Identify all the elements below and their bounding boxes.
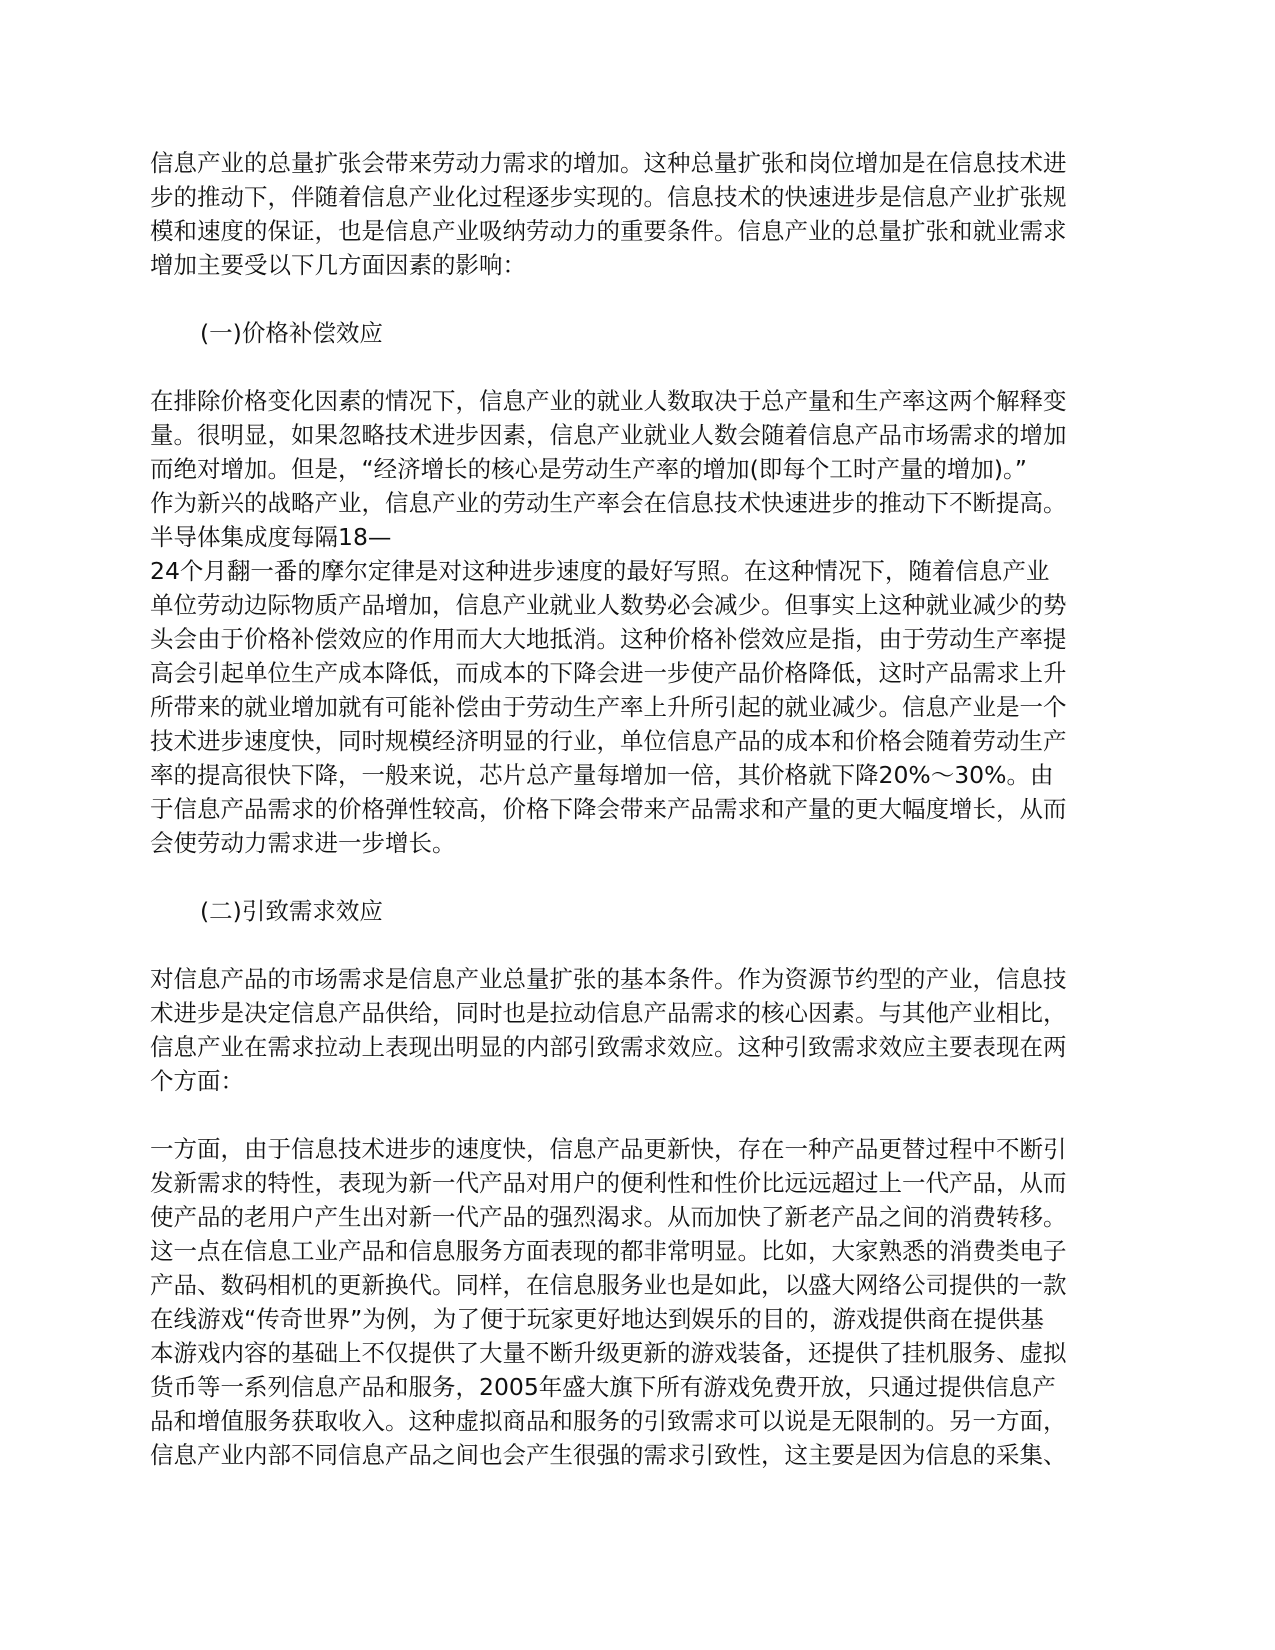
text-line: 24个月翻一番的摩尔定律是对这种进步速度的最好写照。在这种情况下，随着信息产业 [150, 557, 1050, 585]
text-line: 增加主要受以下几方面因素的影响： [150, 251, 526, 279]
text-line: 货币等一系列信息产品和服务，2005年盛大旗下所有游戏免费开放，只通过提供信息产 [150, 1373, 1056, 1401]
text-line: 使产品的老用户产生出对新一代产品的强烈渴求。从而加快了新老产品之间的消费转移。 [150, 1203, 1067, 1231]
text-line: 率的提高很快下降，一般来说，芯片总产量每增加一倍，其价格就下降20%～30%。由 [150, 761, 1054, 789]
paragraph-intro [150, 146, 1125, 282]
text-line: 半导体集成度每隔18— [150, 523, 392, 551]
text-line: 模和速度的保证，也是信息产业吸纳劳动力的重要条件。信息产业的总量扩张和就业需求 [150, 217, 1067, 245]
document-page [150, 146, 1125, 1472]
text-line: 对信息产品的市场需求是信息产业总量扩张的基本条件。作为资源节约型的产业，信息技 [150, 965, 1067, 993]
text-line: 本游戏内容的基础上不仅提供了大量不断升级更新的游戏装备，还提供了挂机服务、虚拟 [150, 1339, 1067, 1367]
text-line: 而绝对增加。但是，“经济增长的核心是劳动生产率的增加(即每个工时产量的增加)。” [150, 455, 1027, 483]
section-heading-induced-demand: (二)引致需求效应 [200, 897, 383, 925]
paragraph-one-aspect [150, 1132, 1125, 1472]
text-line: 信息产业内部不同信息产品之间也会产生很强的需求引致性，这主要是因为信息的采集、 [150, 1441, 1067, 1469]
text-line: 术进步是决定信息产品供给，同时也是拉动信息产品需求的核心因素。与其他产业相比， [150, 999, 1067, 1027]
text-line: 量。很明显，如果忽略技术进步因素，信息产业就业人数会随着信息产品市场需求的增加 [150, 421, 1067, 449]
text-line: 个方面： [150, 1067, 244, 1095]
text-line: 所带来的就业增加就有可能补偿由于劳动生产率上升所引起的就业减少。信息产业是一个 [150, 693, 1067, 721]
section-heading-price-compensation: (一)价格补偿效应 [200, 319, 383, 347]
text-line: 这一点在信息工业产品和信息服务方面表现的都非常明显。比如，大家熟悉的消费类电子 [150, 1237, 1067, 1265]
text-line: 头会由于价格补偿效应的作用而大大地抵消。这种价格补偿效应是指，由于劳动生产率提 [150, 625, 1067, 653]
text-line: 单位劳动边际物质产品增加，信息产业就业人数势必会减少。但事实上这种就业减少的势 [150, 591, 1067, 619]
text-line: 品和增值服务获取收入。这种虚拟商品和服务的引致需求可以说是无限制的。另一方面， [150, 1407, 1067, 1435]
text-line: 信息产业的总量扩张会带来劳动力需求的增加。这种总量扩张和岗位增加是在信息技术进 [150, 149, 1067, 177]
text-line: 会使劳动力需求进一步增长。 [150, 829, 456, 857]
text-line: 步的推动下，伴随着信息产业化过程逐步实现的。信息技术的快速进步是信息产业扩张规 [150, 183, 1067, 211]
text-line: 发新需求的特性，表现为新一代产品对用户的便利性和性价比远远超过上一代产品，从而 [150, 1169, 1067, 1197]
text-line: 在线游戏“传奇世界”为例，为了便于玩家更好地达到娱乐的目的，游戏提供商在提供基 [150, 1305, 1044, 1333]
text-line: 信息产业在需求拉动上表现出明显的内部引致需求效应。这种引致需求效应主要表现在两 [150, 1033, 1067, 1061]
paragraph-induced-demand [150, 962, 1125, 1098]
text-line: 作为新兴的战略产业，信息产业的劳动生产率会在信息技术快速进步的推动下不断提高。 [150, 489, 1067, 517]
text-line: 一方面，由于信息技术进步的速度快，信息产品更新快，存在一种产品更替过程中不断引 [150, 1135, 1067, 1163]
text-line: 在排除价格变化因素的情况下，信息产业的就业人数取决于总产量和生产率这两个解释变 [150, 387, 1067, 415]
text-line: 于信息产品需求的价格弹性较高，价格下降会带来产品需求和产量的更大幅度增长，从而 [150, 795, 1067, 823]
text-line: 产品、数码相机的更新换代。同样，在信息服务业也是如此，以盛大网络公司提供的一款 [150, 1271, 1067, 1299]
text-line: 高会引起单位生产成本降低，而成本的下降会进一步使产品价格降低，这时产品需求上升 [150, 659, 1067, 687]
paragraph-price-compensation [150, 384, 1125, 860]
text-line: 技术进步速度快，同时规模经济明显的行业，单位信息产品的成本和价格会随着劳动生产 [150, 727, 1067, 755]
